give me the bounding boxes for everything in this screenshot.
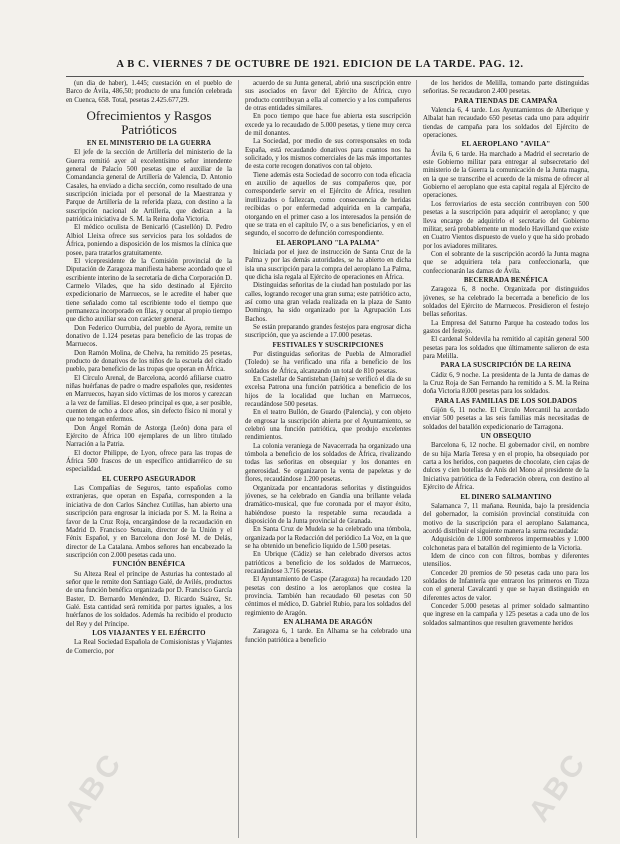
paragraph: Barcelona 6, 12 noche. El gobernador civil, en nombre de su hija María Teresa y en el propio, ha obsequiado por carta a los heridos, con paquetes de chocolate, cien cajas de dulces y cien botellas de Anís del Mono al presidente de la Iniciativa patriótica de la Federación obrera, con destino al Ejército de África.	[423, 442, 589, 492]
paragraph: El jefe de la sección de Artillería del ministerio de la Guerra remitió ayer al excelentísimo señor intendente general de Palacio 500 pesetas que el auxiliar de la Comandancia general de Artillería de Valencia, D. Antonio Casales, ha enviado a dicha sección, como resultado de una suscripción iniciada por el personal de la Maestranza y Parque de Artillería de la referida plaza, con destino a la suscripción nacional de Artillería, que dedican a la patriótica iniciativa de S. M. la Reina doña Victoria.	[66, 149, 232, 224]
column-1	[66, 80, 232, 840]
paragraph: acuerdo de su Junta general, abrió una suscripción entre sus asociados en favor del Ejército de África, cuyo producto contribuyan a ella al comercio y a los compañeros de otras entidades similares.	[245, 80, 411, 113]
subheading: UN OBSEQUIO	[480, 433, 532, 441]
paragraph: En Santa Cruz de Mudela se ha celebrado una tómbola, organizada por la Redacción del periódico La Voz, en la que se ha obtenido un beneficio líquido de 1.500 pesetas.	[245, 526, 411, 550]
paragraph: El vicepresidente de la Comisión provincial de la Diputación de Zaragoza manifiesta haberse acordado que el escribiente interino de la secretaría de dicha Corporación D. Carmelo Vilades, que ha sido destinado al Ejército expedicionario de Marruecos, se le acredite el haber que tiene señalado como tal escribiente todo el tiempo que permanezca incorporado en filas, y ocupar al propio tiempo que dicho auxiliar sea con carácter general.	[66, 257, 232, 324]
paragraph: La Empresa del Saturno Parque ha costeado todos los gastos del festejo.	[423, 319, 589, 335]
paragraph: Cádiz 6, 9 noche. La presidenta de la Junta de damas de la Cruz Roja de San Fernando ha remitido a S. M. la Reina doña Victoria 8.000 pesetas para los soldados.	[423, 371, 589, 396]
paragraph: La colonia veraniega de Navacerrada ha organizado una tómbola a beneficio de los soldados de África, rivalizando todas las señoritas en obsequiar y los donantes en generosidad. Se organizaron la venta de papeletas y de flores, recaudándose 1.200 pesetas.	[245, 442, 411, 484]
header-rule	[66, 76, 584, 77]
paragraph: En el teatro Bullón, de Guardo (Palencia), y con objeto de engrosar la suscripción abierta por el Ayuntamiento, se celebró una función patriótica, que produjo excelentes rendimientos.	[245, 409, 411, 442]
paragraph: El cardenal Soldevila ha remitido al capitán general 500 pesetas para los soldados que últimamente salieron de esta para Melilla.	[423, 336, 589, 360]
paragraph: Zaragoza 6, 1 tarde. En Alhama se ha celebrado una función patriótica a beneficio	[245, 628, 411, 644]
paragraph: Iniciada por el juez de instrucción de Santa Cruz de la Palma y por las demás autoridades, se ha abierto en dicha isla una suscripción para la compra del aeroplano La Palma, que dicha isla regala al Ejército de operaciones en África.	[245, 248, 411, 281]
paragraph: Su Alteza Real el príncipe de Asturias ha contestado al señor que le remite don Santiago Galé, de Avilés, productos de una función benéfica organizada por D. Francisco García Baster, D. Bernardo Menéndez, D. Ricardo Suárez, Sr. Galé. Esta cantidad será remitida por partes iguales, a los huérfanos de los soldados. Además ha recibido el producto del Rey y del Príncipe.	[66, 570, 232, 628]
column-separator	[416, 80, 417, 838]
paragraph: Los ferroviarios de esta sección contribuyen con 500 pesetas a la suscripción para adquirir el aeroplano; y que lleva encargo de adquirirlo el secretario del Gobierno militar, será probablemente un modelo Havilland que existe en Cuatro Vientos dispuesto de vuelo y que ha sido probado por los aviadores militares.	[423, 200, 589, 250]
paragraph: Adquisición de 1.000 sombreros impermeables y 1.000 colchonetas para el batallón del regimiento de la Victoria.	[423, 536, 589, 552]
paragraph: Idem de cinco con con filtros, bombas y diferentes utensilios.	[423, 552, 589, 569]
subheading: BECERRADA BENÉFICA	[463, 276, 549, 284]
paragraph: La Real Sociedad Española de Comisionistas y Viajantes de Comercio, por	[66, 639, 232, 655]
subheading: FESTIVALES Y SUSCRIPCIONES	[272, 341, 384, 349]
column-3	[423, 80, 589, 840]
paragraph: Organizada por encantadoras señoritas y distinguidos jóvenes, se ha celebrado en Gandía una brillante velada dramático-musical, que fue coronada por el mayor éxito, habiéndose puesto la respetable suma recaudada a disposición de la Junta provincial de Granada.	[245, 484, 411, 525]
column-separator	[238, 80, 239, 838]
paragraph: Zaragoza 6, 8 noche. Organizada por distinguidos jóvenes, se ha celebrado la becerrada a beneficio de los soldados del Ejército de Marruecos. Presidieron el festejo bellas señoritas.	[423, 286, 589, 319]
subheading: EL CUERPO ASEGURADOR	[102, 475, 196, 483]
paragraph: Con el sobrante de la suscripción acordó la Junta magna que se adquiriera tela para confeccionarla, que confeccionarán las damas de Ávila.	[423, 250, 589, 275]
paragraph: Ávila 6, 6 tarde. Ha marchado a Madrid el secretario de este Gobierno militar para entregar al subsecretario del ministerio de la Guerra la comunicación de la Junta magna, en la que se transcribe el acuerdo de la misma de ofrecer al Gobierno el aeroplano que esta capital regala al Ejército de operaciones.	[423, 150, 589, 200]
paragraph: Don Ramón Molina, de Chelva, ha remitido 25 pesetas, producto de donativos de los niños de la escuela del citado pueblo, para beneficio de las tropas que operan en África.	[66, 349, 232, 374]
paragraph: El Círculo Arenal, de Barcelona, acordó afiliarse cuatro niñas huérfanas de padre o madre españoles que, residentes en Marruecos, hayan sido víctimas de los moros y carezcan a la vez de familias. El deseo principal es que, a ser posible, cuenten de ocho a doce años, sin defecto físico ni moral y que no tengan enfermos.	[66, 374, 232, 424]
paragraph: Conceder 20 premios de 50 pesetas cada uno para los soldados de Infantería que entraron los primeros en Tizza con el general Cavalcanti y que se hayan distinguido en diferentes actos de valor.	[423, 569, 589, 602]
subheading: LOS VIAJANTES Y EL EJÉRCITO	[92, 629, 206, 637]
paragraph: Don Ángel Román de Astorga (León) dona para el Ejército de África 100 ejemplares de un libro titulado Narración a la Patria.	[66, 424, 232, 449]
subheading: EN ALHAMA DE ARAGÓN	[283, 619, 373, 626]
watermark-right: ABC	[522, 745, 594, 828]
paragraph: Don Federico Ourrubia, del pueblo de Ayora, remite un donativo de 1.124 pesetas para beneficio de las tropas de Marruecos.	[66, 324, 232, 349]
paragraph: Valencia 6, 4 tarde. Los Ayuntamientos de Alberique y Albalat han recaudado 650 pesetas cada uno para adquirir tiendas de campaña para los soldados del Ejército de operaciones.	[423, 107, 589, 140]
paragraph: En poco tiempo que hace fue abierta esta suscripción excede ya lo recaudado de 5.000 pesetas, y tiene muy cerca de mil donantes.	[245, 113, 411, 138]
paragraph: Salamanca 7, 11 mañana. Reunida, bajo la presidencia del gobernador, la comisión provincial constituida con motivo de la suscripción para el aeroplano Salamanca, acordó distribuir el siguiente manera la suma recaudada:	[423, 502, 589, 535]
paragraph: Tiene además esta Sociedad de socorro con toda eficacia en auxilio de aquellos de sus compañeros que, por corresponderle servir en el Ejército de África, resulten inutilizados o fallezcan, como consecuencia de heridas recibidas o por enfermedad adquirida en la campaña, otorgando en el primer caso a los interesados la pensión de que se trata en el capítulo IV, o a sus beneficiarios, y en el segundo, el socorro de defunción correspondiente.	[245, 171, 411, 238]
paragraph: de los heridos de Melilla, tomando parte distinguidas señoritas. Se recaudaron 2.400 pesetas.	[423, 80, 589, 96]
paragraph: La Sociedad, por medio de sus corresponsales en toda España, está recaudando donativos para cuantos nos ha solicitado, y los mismos comerciales de las más importantes de esta corte recogen donativos con tal objeto.	[245, 138, 411, 171]
page-header: A B C. VIERNES 7 DE OCTUBRE DE 1921. EDICION DE LA TARDE. PAG. 12.	[116, 59, 524, 70]
paragraph: Distinguidas señoritas de la ciudad han postulado por las calles, logrando recoger una gran suma; este patriótico acto, así como una gran velada realizada en la plaza de Santo Domingo, ha sido organizado por la Agrupación Los Bachos.	[245, 282, 411, 323]
paragraph: El Ayuntamiento de Caspe (Zaragoza) ha recaudado 120 pesetas con destino a los aeroplanos que costea la provincia. También han recaudado 60 pesetas con 50 céntimos el médico, D. Gabriel Rubio, para los soldados del regimiento de Aragón.	[245, 576, 411, 617]
paragraph: El doctor Philippe, de Lyon, ofrece para las tropas de África 500 frascos de un específico antidiarréico de su especialidad.	[66, 449, 232, 474]
paragraph: El médico oculista de Benicarló (Castellón) D. Pedro Albiol Lleixa ofrece sus servicios para los soldados de África, poniendo a disposición de los mismos la clínica que posee, para tratarlos gratuitamente.	[66, 224, 232, 257]
paragraph: En Castellar de Santisteban (Jaén) se verificó el día de su excelsa Patrona una función patriótica a beneficio de los hijos de la localidad que luchan en Marruecos, recaudándose 500 pesetas.	[245, 376, 411, 409]
paragraph: Por distinguidas señoritas de Puebla de Almoradiel (Toledo) se ha verificado una rifa a beneficio de los soldados de África, alcanzando un total de 810 pesetas.	[245, 351, 411, 375]
paragraph: En Ubrique (Cádiz) se han celebrado diversos actos patrióticos a beneficio de los soldados de Marruecos, recaudándose 3.716 pesetas.	[245, 551, 411, 575]
subheading: EL AEROPLANO "AVILA"	[461, 141, 551, 149]
paragraph: Las Compañías de Seguros, tanto españolas como extranjeras, que operan en España, corresponden a la iniciativa de don Carlos Sánchez Cutillas, han abierto una suscripción para engrosar la iniciada por S. M. la Reina a favor de la Cruz Roja, encargándose de la recaudación en Madrid D. Francisco Setuain, director de la Unión y el Fénix Español, y en Barcelona don José M. de Delás, director de La Catalana. Ambos señores han encabezado la suscripción con 2.000 pesetas cada uno.	[66, 485, 232, 559]
subheading: PARA LA SUSCRIPCIÓN DE LA REINA	[440, 362, 572, 370]
subheading: EN EL MINISTERIO DE LA GUERRA	[86, 140, 212, 148]
paragraph: (un dia de haber), 1.445; cuestación en el pueblo de Barco de Ávila, 486,50; producto de una función celebrada en Cuenca, 658. Total, pesetas 2.425.677,29.	[66, 80, 232, 104]
subheading: FUNCIÓN BENÉFICA	[112, 561, 186, 569]
watermark-left: ABC	[58, 745, 130, 828]
paragraph: Conceder 5.000 pesetas al primer soldado salmantino que ingrese en la campaña y 125 pesetas a cada uno de los soldados salmantinos que resulten gravemente heridos	[423, 602, 589, 627]
subheading: PARA LAS FAMILIAS DE LOS SOLDADOS	[434, 397, 578, 405]
section-title: Ofrecimientos y Rasgos Patrióticos	[86, 108, 212, 138]
paragraph: Se están preparando grandes festejos para engrosar dicha suscripción, que ya asciende a 17.000 pesetas.	[245, 323, 411, 340]
paragraph: Gijón 6, 11 noche. El Círculo Mercantil ha acordado enviar 500 pesetas a las seis familias más necesitadas de soldados del batallón expedicionario de Tarragona.	[423, 407, 589, 431]
subheading: PARA TIENDAS DE CAMPAÑA	[454, 97, 558, 105]
subheading: EL DINERO SALMANTINO	[460, 493, 552, 501]
subheading: EL AEROPLANO "LA PALMA"	[276, 239, 380, 247]
column-2	[245, 80, 411, 840]
